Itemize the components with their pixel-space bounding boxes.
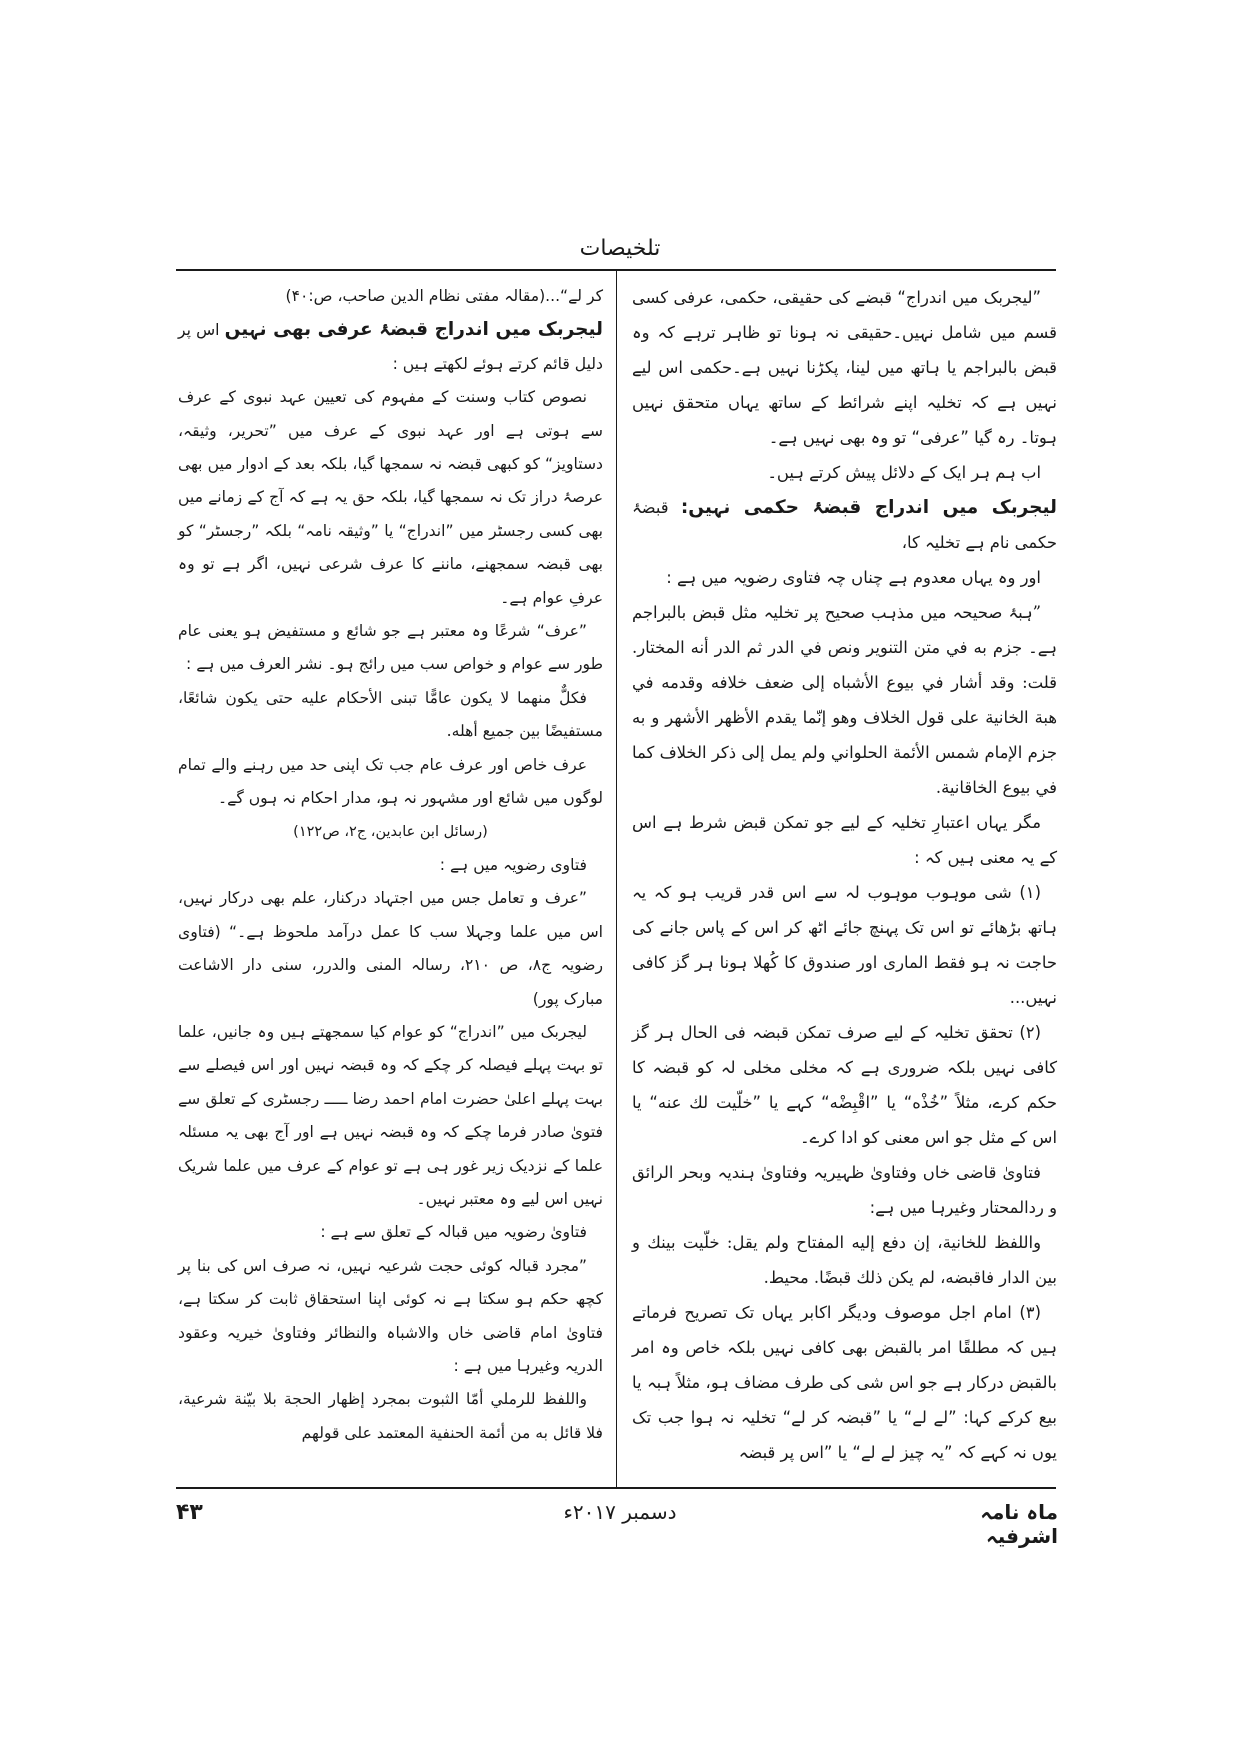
- arabic-quote: واللفظ للخانية، إن دفع إليه المفتاح ولم يقل: خلّيت بينك و بين الدار فاقبضه، لم يكن ذلك قبضًا. محيط.: [632, 1233, 1057, 1287]
- paragraph: اور وہ یہاں معدوم ہے چناں چہ فتاوی رضویہ میں ہے :: [666, 568, 1041, 587]
- paragraph: لیجربک میں ”اندراج“ کو عوام کیا سمجھتے ہیں وہ جانیں، علما تو بہت پہلے فیصلہ کر چکے کہ وہ قبضہ نہیں اور اس فیصلے سے بہت پہلے اعلیٰ حضرت امام احمد رضا ـــــ رجسٹری کے تعلق سے فتویٰ صادر فرما چکے کہ وہ قبضہ نہیں ہے اور آج بھی یہ مسئلہ علما کے نزدیک زیر غور ہی ہے تو عوام کے عرف میں علما شریک نہیں اس لیے وہ معتبر نہیں۔: [178, 1022, 603, 1208]
- numbered-paragraph: (۳) امام اجل موصوف ودیگر اکابر یہاں تک تصریح فرماتے ہیں کہ مطلقًا امر بالقبض بھی کافی نہیں بلکہ خاص وہ امر بالقبض درکار ہے جو اس شی کی طرف مضاف ہو، مثلاً ہبہ یا بیع کرکے کہا: ”لے لے“ یا ”قبضہ کر لے“ تخلیہ نہ ہوا جب تک یوں نہ کہے کہ ”یہ چیز لے لے“ یا ”اس پر قبضہ: [632, 1303, 1057, 1462]
- column-divider: [616, 271, 617, 1487]
- citation: (رسائل ابن عابدین، ج۲، ص۱۲۲): [293, 823, 488, 840]
- section-heading-bold: لیجربک میں اندراج قبضۂ حکمی نہیں:: [680, 497, 1057, 518]
- numbered-paragraph: (۱) شی موہوب موہوب لہ سے اس قدر قریب ہو کہ یہ ہاتھ بڑھائے تو اس تک پہنچ جائے اٹھ کر اس کے پاس جانے کی حاجت نہ ہو فقط الماری اور صندوق کا کُھلا ہونا ہر گز کافی نہیں...: [632, 883, 1057, 1007]
- paragraph: نصوص کتاب وسنت کے مفہوم کی تعیین عہد نبوی کے عرف سے ہوتی ہے اور عہد نبوی کے عرف میں ”تحریر، وثیقہ، دستاویز“ کو کبھی قبضہ نہ سمجھا گیا، بلکہ بعد کے ادوار میں بھی عرصۂ دراز تک نہ سمجھا گیا، بلکہ حق یہ ہے کہ آج کے زمانے میں بھی کسی رجسٹر میں ”اندراج“ یا ”وثیقہ نامہ“ بلکہ ”رجسٹر“ کو بھی قبضہ سمجھنے، ماننے کا عرف شرعی نہیں، اگر ہے تو وہ عرفِ عوام ہے۔: [178, 388, 603, 607]
- page-header-title: تلخیصات: [579, 236, 661, 261]
- left-column: [178, 280, 603, 1450]
- arabic-quote: فكلٌّ منهما لا يكون عامًّا تبنى الأحكام عليه حتى يكون شائعًا، مستفيضًا بين جميع أهله.: [178, 688, 603, 741]
- paragraph: فتاویٰ قاضی خاں وفتاویٰ ظہیریہ وفتاویٰ ہندیہ وبحر الرائق و ردالمحتار وغیرہا میں ہے:: [632, 1163, 1057, 1217]
- quote-paragraph: ”ہبۂ صحیحہ میں مذہب صحیح پر تخلیہ مثل قبض بالبراجم ہے۔ جزم به في متن التنوير ونص في الدر ثم الدر أنه المختار. قلت: وقد أشار في بيوع الأشباه إلى ضعف خلافه وقدمه في هبة الخانية على قول الخلاف وهو إنّما يقدم الأظهر الأشهر و به جزم الإمام شمس الأئمة الحلواني ولم يمل إلى ذكر الخلاف كما في بيوع الخاقانية.: [632, 603, 1057, 797]
- section-heading-bold: لیجربک میں اندراج قبضۂ عرفی بھی نہیں: [224, 319, 603, 341]
- paragraph: ”لیجربک میں اندراج“ قبضے کی حقیقی، حکمی، عرفی کسی قسم میں شامل نہیں۔حقیقی نہ ہونا تو ظاہر ترہے کہ وہ قبض بالبراجم یا ہاتھ میں لینا، پکڑنا نہیں ہے۔حکمی اس لیے نہیں ہے کہ تخلیہ اپنے شرائط کے ساتھ یہاں متحقق نہیں ہوتا۔ رہ گیا ”عرفی“ تو وہ بھی نہیں ہے۔: [632, 288, 1057, 447]
- paragraph: اب ہم ہر ایک کے دلائل پیش کرتے ہیں۔: [767, 463, 1041, 482]
- paragraph: ”مجرد قبالہ کوئی حجت شرعیہ نہیں، نہ صرف اس کی بنا پر کچھ حکم ہو سکتا ہے نہ کوئی اپنا استحقاق ثابت کر سکتا ہے، فتاویٰ امام قاضی خاں والاشباہ والنظائر وفتاویٰ خیریہ وعقود الدریہ وغیرہا میں ہے :: [178, 1256, 603, 1375]
- paragraph: مگر یہاں اعتبارِ تخلیہ کے لیے جو تمکن قبض شرط ہے اس کے یہ معنی ہیں کہ :: [632, 813, 1057, 867]
- section-heading: [178, 313, 603, 381]
- footer-date: دسمبر ۲۰۱۷ء: [563, 1500, 677, 1524]
- right-column: [632, 280, 1057, 1470]
- section-heading-rest: قبضۂ حکمی نام ہے تخلیہ کا،: [632, 498, 1057, 552]
- paragraph: ”عرف و تعامل جس میں اجتہاد درکنار، علم بھی درکار نہیں، اس میں علما وجہلا سب کا عمل درآمد ملحوظ ہے۔“ (فتاوی رضویہ ج۸، ص ۲۱۰، رسالہ المنی والدرر، سنی دار الاشاعت مبارک پور): [178, 889, 603, 1008]
- footer-magazine-name: ماہ نامہ اشرفیہ: [980, 1500, 1058, 1548]
- section-heading: [632, 490, 1057, 560]
- footer-rule: [176, 1487, 1056, 1489]
- paragraph: فتاوی رضویہ میں ہے :: [439, 855, 587, 874]
- paragraph: عرف خاص اور عرف عام جب تک اپنی حد میں رہنے والے تمام لوگوں میں شائع اور مشہور نہ ہو، مدار احکام نہ ہوں گے۔: [178, 755, 603, 808]
- numbered-paragraph: (۲) تحقق تخلیہ کے لیے صرف تمکن قبضہ فی الحال ہر گز کافی نہیں بلکہ ضروری ہے کہ مخلی مخلی لہ کو قبضہ کا حکم کرے، مثلاً ”خُذْه“ یا ”اقْبِضْه“ کہے یا ”خلّيت لك عنه“ یا اس کے مثل جو اس معنی کو ادا کرے۔: [632, 1023, 1057, 1147]
- page-number: ۴۳: [176, 1500, 203, 1525]
- arabic-quote: واللفظ للرملي أمّا الثبوت بمجرد إظهار الحجة بلا بيّنة شرعية، فلا قائل به من أئمة الحنفية المعتمد على قولهم: [178, 1390, 603, 1442]
- paragraph: فتاویٰ رضویہ میں قبالہ کے تعلق سے ہے :: [320, 1223, 587, 1242]
- section-heading-rest: اس پر دلیل قائم کرتے ہوئے لکھتے ہیں :: [178, 321, 603, 373]
- paragraph: ”عرف“ شرعًا وہ معتبر ہے جو شائع و مستفیض ہو یعنی عام طور سے عوام و خواص سب میں رائج ہو۔ نشر العرف میں ہے :: [178, 622, 603, 674]
- paragraph: کر لے“...(مقالہ مفتی نظام الدین صاحب، ص:۴۰): [285, 287, 603, 305]
